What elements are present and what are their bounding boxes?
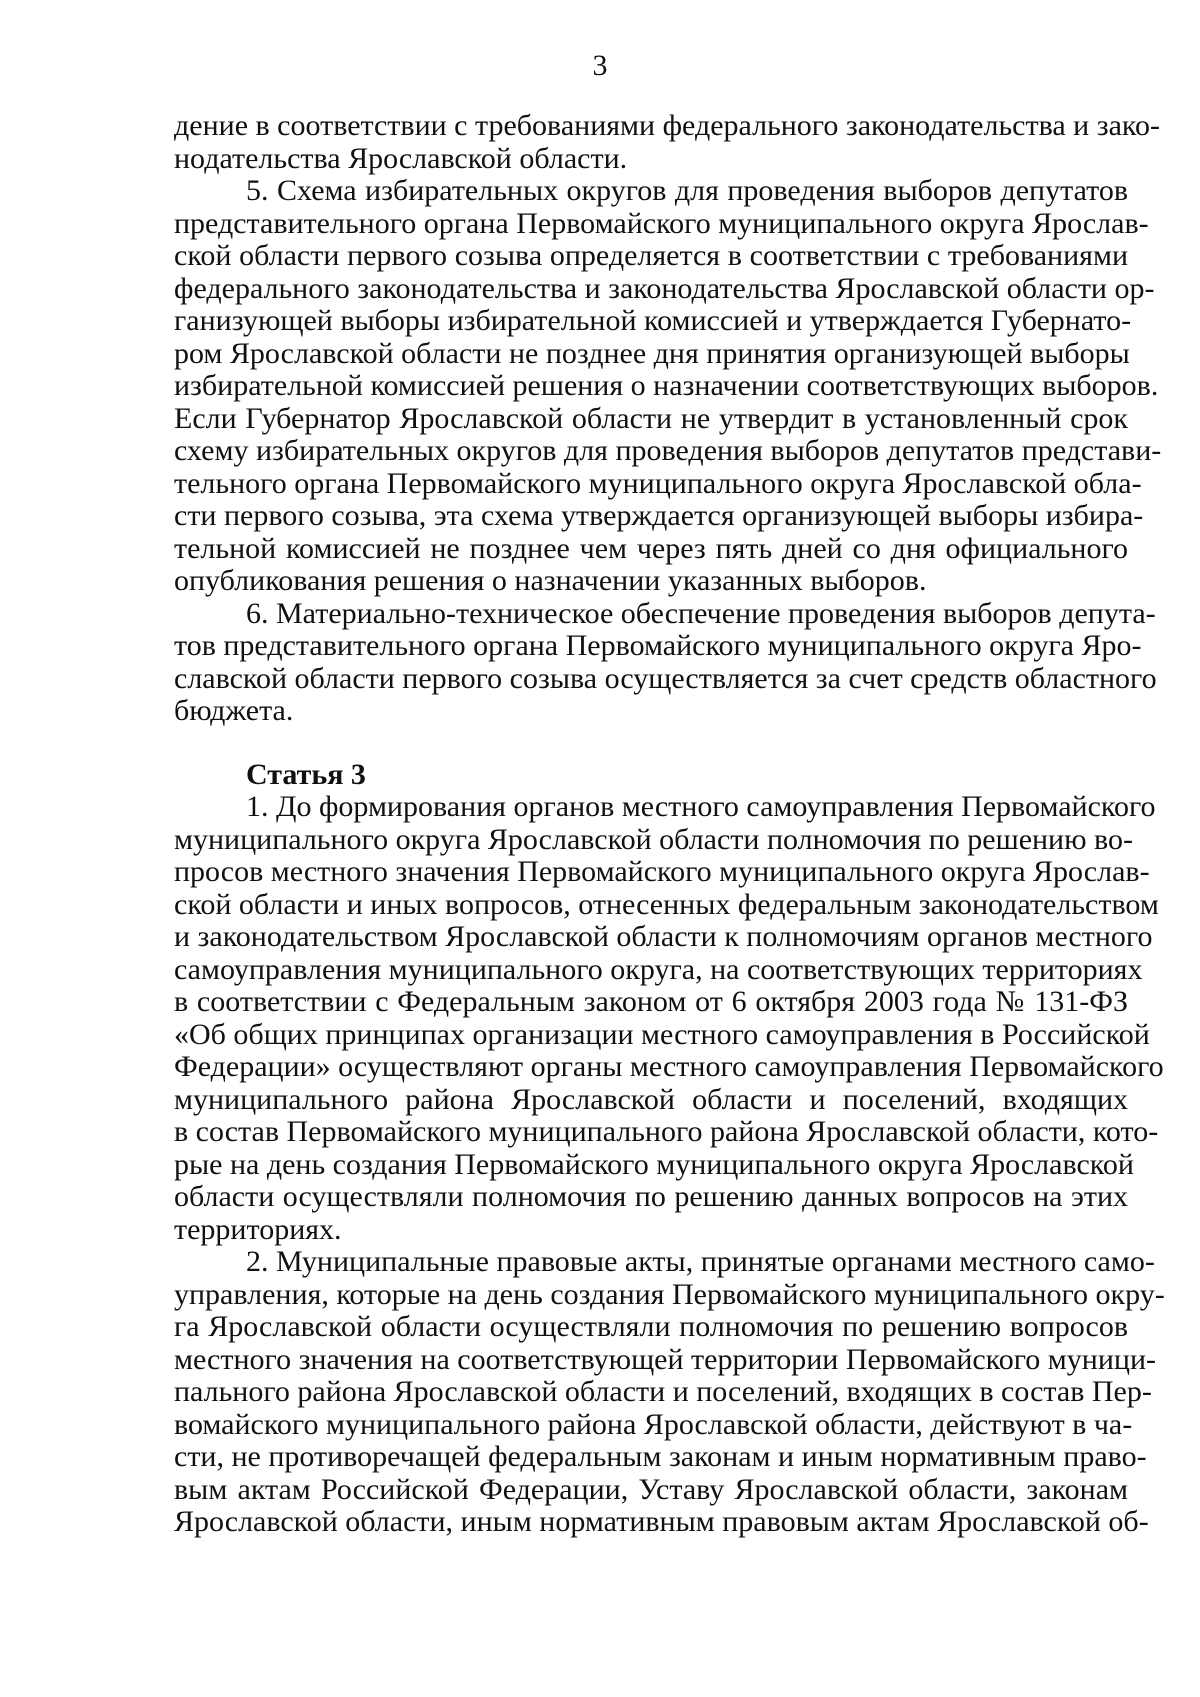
text-line: 2. Муниципальные правовые акты, принятые органами местного само- <box>246 1245 1155 1278</box>
text-line: 5. Схема избирательных округов для проведения выборов депутатов <box>246 174 1128 207</box>
text-line: ской области первого созыва определяется в соответствии с требованиями <box>174 239 1128 272</box>
text-line: «Об общих принципах организации местного самоуправления в Российской <box>174 1017 1150 1051</box>
text-line: схему избирательных округов для проведения выборов депутатов представи- <box>174 434 1162 467</box>
text-line: нодательства Ярославской области. <box>174 141 628 175</box>
text-line: муниципального района Ярославской области и поселений, входящих <box>174 1082 1128 1116</box>
article-heading: Статья 3 <box>246 757 366 791</box>
text-line: области осуществляли полномочия по решению данных вопросов на этих <box>174 1180 1128 1213</box>
text-line: вым актам Российской Федерации, Уставу Ярославской области, законам <box>174 1472 1128 1506</box>
text-line: просов местного значения Первомайского муниципального округа Ярослав- <box>174 855 1150 888</box>
text-line: муниципального округа Ярославской области полномочия по решению во- <box>174 822 1133 856</box>
text-line: Федерации» осуществляют органы местного самоуправления Первомайского <box>174 1050 1164 1083</box>
text-line: местного значения на соответствующей территории Первомайского муници- <box>174 1342 1156 1376</box>
text-line: рые на день создания Первомайского муниципального округа Ярославской <box>174 1147 1134 1181</box>
text-line: и законодательством Ярославской области к полномочиям органов местного <box>174 920 1153 953</box>
text-line: тельного органа Первомайского муниципального округа Ярославской обла- <box>174 466 1142 500</box>
article-2-continuation <box>174 109 1162 728</box>
text-line: вомайского муниципального района Ярославской области, действуют в ча- <box>174 1407 1133 1441</box>
text-line: Если Губернатор Ярославской области не утвердит в установленный срок <box>174 401 1128 435</box>
text-line: тов представительного органа Первомайского муниципального округа Яро- <box>174 629 1142 662</box>
text-line: ской области и иных вопросов, отнесенных федеральным законодательством <box>174 887 1159 921</box>
text-line: тельной комиссией не позднее чем через пять дней со дня официального <box>174 531 1128 565</box>
text-line: управления, которые на день создания Первомайского муниципального окру- <box>174 1277 1165 1311</box>
text-line: избирательной комиссией решения о назначении соответствующих выборов. <box>174 369 1159 402</box>
text-line: пального района Ярославской области и поселений, входящих в состав Пер- <box>174 1375 1152 1408</box>
text-line: самоуправления муниципального округа, на соответствующих территориях <box>174 952 1143 986</box>
article-3-body <box>174 790 1165 1539</box>
text-line: сти, не противоречащей федеральным законам и иным нормативным право- <box>174 1440 1147 1473</box>
text-line: ганизующей выборы избирательной комиссией и утверждается Губернато- <box>174 304 1132 337</box>
text-line: территориях. <box>174 1212 342 1246</box>
text-line: ром Ярославской области не позднее дня принятия организующей выборы <box>174 336 1130 370</box>
document-body <box>174 109 1165 1539</box>
text-line: 1. До формирования органов местного самоуправления Первомайского <box>246 790 1156 823</box>
text-line: федерального законодательства и законодательства Ярославской области ор- <box>174 271 1155 305</box>
text-line: бюджета. <box>174 694 294 727</box>
page-number: 3 <box>592 49 608 82</box>
text-line: в соответствии с Федеральным законом от 6 октября 2003 года № 131-ФЗ <box>174 985 1128 1018</box>
text-line: га Ярославской области осуществляли полномочия по решению вопросов <box>174 1310 1128 1343</box>
text-line: славской области первого созыва осуществляется за счет средств областного <box>174 661 1157 695</box>
text-line: в состав Первомайского муниципального района Ярославской области, кото- <box>174 1115 1159 1148</box>
text-line: опубликования решения о назначении указанных выборов. <box>174 564 927 597</box>
text-line: 6. Материально-техническое обеспечение проведения выборов депута- <box>246 596 1156 630</box>
text-line: дение в соответствии с требованиями федерального законодательства и зако- <box>174 109 1160 142</box>
text-line: сти первого созыва, эта схема утверждается организующей выборы избира- <box>174 499 1144 532</box>
text-line: представительного органа Первомайского муниципального округа Ярослав- <box>174 206 1149 240</box>
text-line: Ярославской области, иным нормативным правовым актам Ярославской об- <box>174 1505 1149 1538</box>
